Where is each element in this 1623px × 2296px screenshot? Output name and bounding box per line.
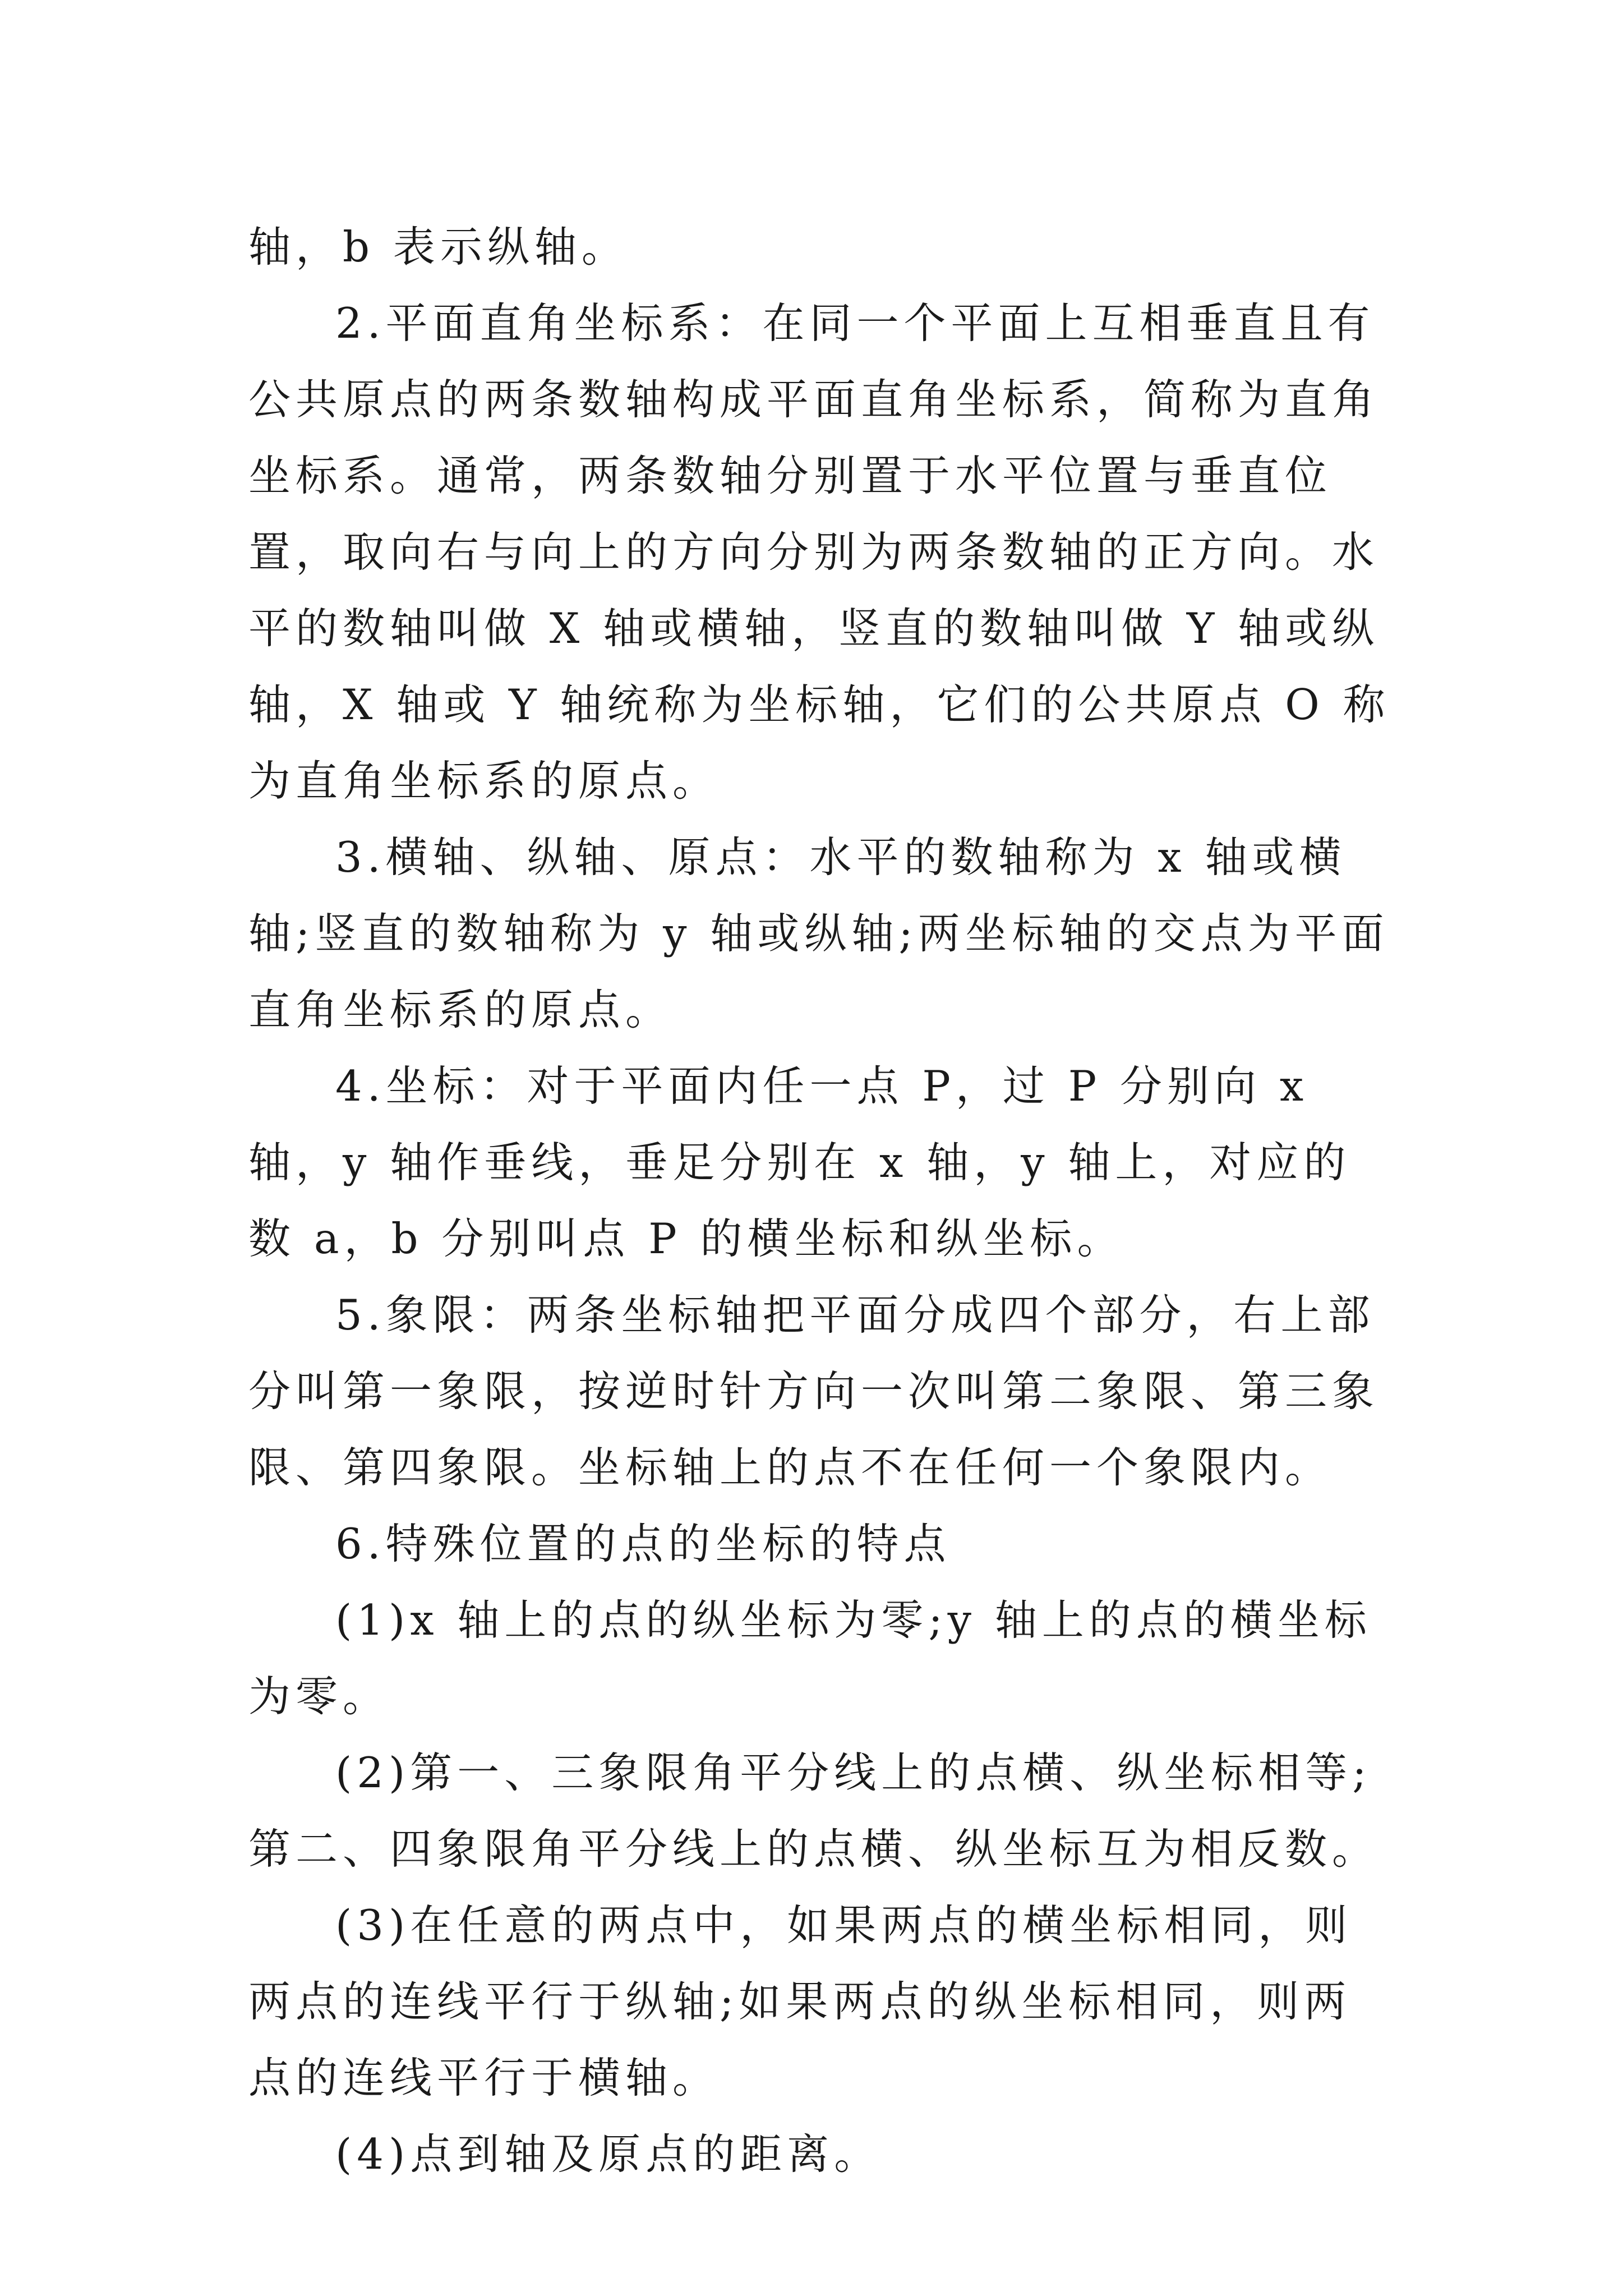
paragraph-quadrants: 5.象限：两条坐标轴把平面分成四个部分，右上部分叫第一象限，按逆时针方向一次叫第二象限、第三象限、第四象限。坐标轴上的点不在任何一个象限内。	[248, 1290, 1380, 1492]
paragraph-item-1: (1)x 轴上的点的纵坐标为零;y 轴上的点的横坐标为零。	[248, 1595, 1372, 1721]
paragraph-axes-origin: 3.横轴、纵轴、原点：水平的数轴称为 x 轴或横轴;竖直的数轴称为 y 轴或纵轴;两坐标轴的交点为平面直角坐标系的原点。	[248, 832, 1389, 1034]
paragraph-item-2: (2)第一、三象限角平分线上的点横、纵坐标相等;第二、四象限角平分线上的点横、纵坐标互为相反数。	[248, 1748, 1380, 1874]
paragraph-item-3: (3)在任意的两点中，如果两点的横坐标相同，则两点的连线平行于纵轴;如果两点的纵坐标相同，则两点的连线平行于横轴。	[248, 1901, 1353, 2102]
paragraph-special-points-heading: 6.特殊位置的点的坐标的特点	[335, 1519, 951, 1568]
document-body	[248, 209, 1395, 2192]
paragraph-rectangular-coordinate-system: 2.平面直角坐标系：在同一个平面上互相垂直且有公共原点的两条数轴构成平面直角坐标系，简称为直角坐标系。通常，两条数轴分别置于水平位置与垂直位置，取向右与向上的方向分别为两条数轴的正方向。水平的数轴叫做 X 轴或横轴，竖直的数轴叫做 Y 轴或纵轴，X 轴或 Y 轴统称为坐标轴，它们的公共原点 O 称为直角坐标系的原点。	[248, 298, 1390, 806]
paragraph-coordinates: 4.坐标：对于平面内任一点 P，过 P 分别向 x 轴，y 轴作垂线，垂足分别在 x 轴，y 轴上，对应的数 a，b 分别叫点 P 的横坐标和纵坐标。	[248, 1061, 1351, 1263]
paragraph-item-4: (4)点到轴及原点的距离。	[335, 2129, 882, 2179]
paragraph-continuation: 轴，b 表示纵轴。	[248, 222, 629, 272]
